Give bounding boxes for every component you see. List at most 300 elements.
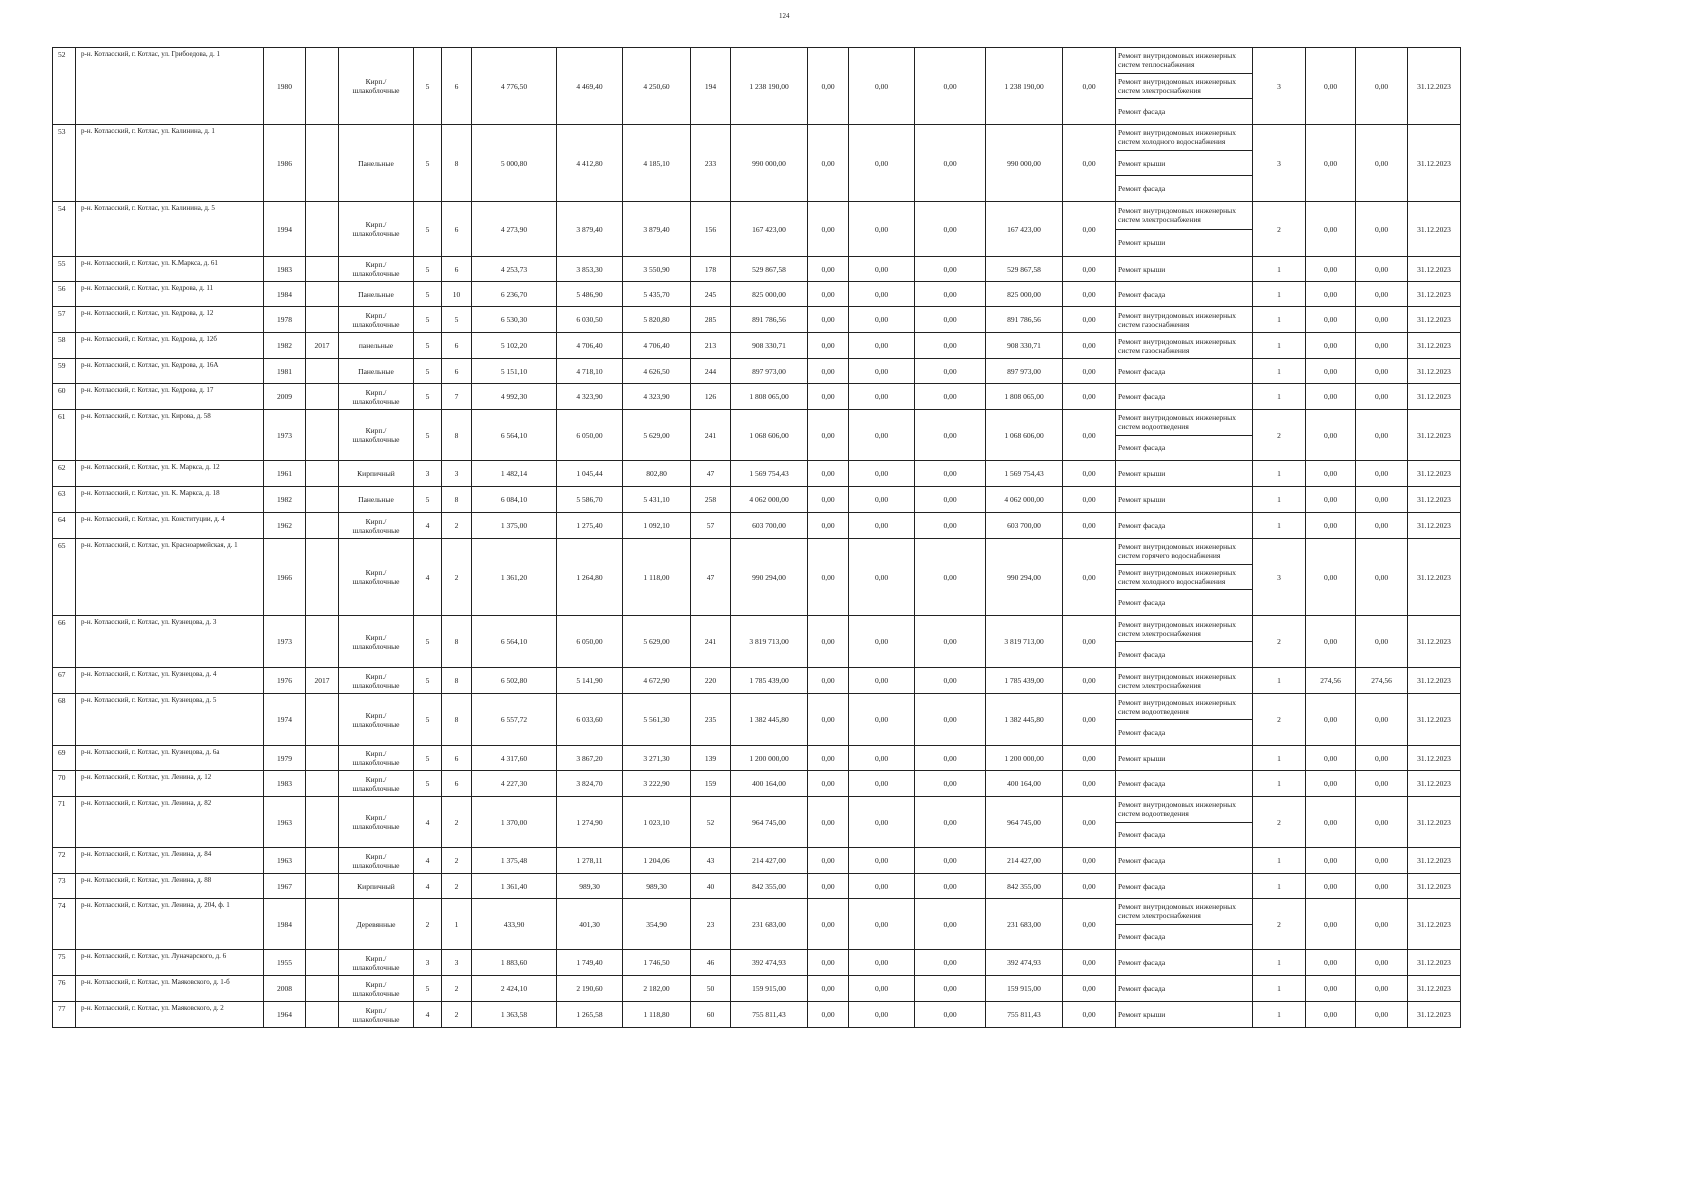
cost-fund-cell: 0,00: [808, 257, 849, 282]
row-number: 59: [53, 359, 76, 384]
cost-fund-cell: 0,00: [808, 384, 849, 410]
address-cell: р-н. Котласский, г. Котлас, ул. Кузнецова, д. 3: [76, 616, 264, 668]
works-count-cell: 2: [1253, 899, 1306, 950]
wall-material-cell: Кирп./шлакоблочные: [339, 539, 414, 616]
cost-local-cell: 0,00: [915, 874, 986, 899]
work-item: Ремонт фасада: [1118, 366, 1166, 376]
cost-local-cell: 0,00: [915, 333, 986, 359]
residential-area-cell: 3 879,40: [623, 202, 691, 257]
table-row: [53, 539, 1461, 616]
entrances-cell: 6: [442, 202, 472, 257]
row-number: 75: [53, 950, 76, 976]
cost-total-cell: 990 294,00: [731, 539, 808, 616]
floors-cell: 5: [414, 202, 442, 257]
cost-local-cell: 0,00: [915, 513, 986, 539]
row-number: 54: [53, 202, 76, 257]
total-area-cell: 1 361,40: [472, 874, 557, 899]
wall-material-cell: Кирп./шлакоблочные: [339, 202, 414, 257]
wall-material-cell: Кирп./шлакоблочные: [339, 848, 414, 874]
cost-owners-cell: 4 062 000,00: [986, 487, 1063, 513]
cost-owners-cell: 964 745,00: [986, 797, 1063, 848]
completion-date-cell: 31.12.2023: [1408, 746, 1461, 771]
works-count-cell: 1: [1253, 513, 1306, 539]
cost-other-cell: 0,00: [1063, 307, 1116, 333]
cost-other-cell: 0,00: [1063, 461, 1116, 487]
cost-other-cell: 0,00: [1063, 976, 1116, 1002]
unit-cost-cell: 0,00: [1306, 410, 1356, 461]
cost-total-cell: 1 200 000,00: [731, 746, 808, 771]
cost-fund-cell: 0,00: [808, 746, 849, 771]
cost-region-cell: 0,00: [849, 487, 915, 513]
unit-cost-limit-cell: 0,00: [1356, 950, 1408, 976]
works-count-cell: 1: [1253, 282, 1306, 307]
works-count-cell: 2: [1253, 694, 1306, 746]
cost-local-cell: 0,00: [915, 848, 986, 874]
premises-area-cell: 6 033,60: [557, 694, 623, 746]
floors-cell: 2: [414, 899, 442, 950]
year-built-cell: 1955: [264, 950, 306, 976]
table-row: [53, 257, 1461, 282]
cost-other-cell: 0,00: [1063, 410, 1116, 461]
cost-fund-cell: 0,00: [808, 202, 849, 257]
premises-area-cell: 3 824,70: [557, 771, 623, 797]
completion-date-cell: 31.12.2023: [1408, 976, 1461, 1002]
unit-cost-limit-cell: 0,00: [1356, 746, 1408, 771]
year-overhaul-cell: [306, 513, 339, 539]
address-cell: р-н. Котласский, г. Котлас, ул. Маяковского, д. 1-б: [76, 976, 264, 1002]
cost-local-cell: 0,00: [915, 282, 986, 307]
cost-owners-cell: 842 355,00: [986, 874, 1063, 899]
cost-other-cell: 0,00: [1063, 950, 1116, 976]
cost-owners-cell: 1 785 439,00: [986, 668, 1063, 694]
table-row: [53, 125, 1461, 202]
premises-area-cell: 1 275,40: [557, 513, 623, 539]
cost-local-cell: 0,00: [915, 410, 986, 461]
unit-cost-limit-cell: 0,00: [1356, 694, 1408, 746]
works-list: [1116, 1002, 1252, 1027]
cost-local-cell: 0,00: [915, 48, 986, 125]
unit-cost-limit-cell: 0,00: [1356, 410, 1408, 461]
row-number: 74: [53, 899, 76, 950]
completion-date-cell: 31.12.2023: [1408, 874, 1461, 899]
year-overhaul-cell: [306, 1002, 339, 1028]
residential-area-cell: 4 323,90: [623, 384, 691, 410]
works-list: [1116, 616, 1252, 667]
cost-total-cell: 1 068 606,00: [731, 410, 808, 461]
cost-region-cell: 0,00: [849, 848, 915, 874]
cost-total-cell: 842 355,00: [731, 874, 808, 899]
row-number: 62: [53, 461, 76, 487]
cost-region-cell: 0,00: [849, 694, 915, 746]
cost-region-cell: 0,00: [849, 1002, 915, 1028]
residents-cell: 241: [691, 410, 731, 461]
cost-fund-cell: 0,00: [808, 1002, 849, 1028]
cost-total-cell: 755 811,43: [731, 1002, 808, 1028]
address-cell: р-н. Котласский, г. Котлас, ул. Ленина, д. 12: [76, 771, 264, 797]
premises-area-cell: 2 190,60: [557, 976, 623, 1002]
work-item: Ремонт внутридомовых инженерных систем водоотведения: [1116, 694, 1252, 720]
residential-area-cell: 4 626,50: [623, 359, 691, 384]
cost-total-cell: 4 062 000,00: [731, 487, 808, 513]
works-cell: [1116, 694, 1253, 746]
works-cell: [1116, 771, 1253, 797]
entrances-cell: 2: [442, 976, 472, 1002]
total-area-cell: 5 151,10: [472, 359, 557, 384]
wall-material-cell: Кирп./шлакоблочные: [339, 668, 414, 694]
total-area-cell: 1 361,20: [472, 539, 557, 616]
table-row: [53, 461, 1461, 487]
works-list: [1116, 257, 1252, 281]
cost-owners-cell: 231 683,00: [986, 899, 1063, 950]
wall-material-cell: панельные: [339, 333, 414, 359]
cost-local-cell: 0,00: [915, 359, 986, 384]
residential-area-cell: 3 550,90: [623, 257, 691, 282]
cost-region-cell: 0,00: [849, 616, 915, 668]
address-cell: р-н. Котласский, г. Котлас, ул. Кузнецова, д. 6а: [76, 746, 264, 771]
works-cell: [1116, 257, 1253, 282]
cost-owners-cell: 529 867,58: [986, 257, 1063, 282]
floors-cell: 5: [414, 125, 442, 202]
unit-cost-limit-cell: 0,00: [1356, 461, 1408, 487]
cost-total-cell: 964 745,00: [731, 797, 808, 848]
total-area-cell: 1 883,60: [472, 950, 557, 976]
total-area-cell: 2 424,10: [472, 976, 557, 1002]
wall-material-cell: Кирп./шлакоблочные: [339, 257, 414, 282]
residents-cell: 241: [691, 616, 731, 668]
cost-region-cell: 0,00: [849, 48, 915, 125]
year-overhaul-cell: [306, 539, 339, 616]
row-number: 55: [53, 257, 76, 282]
works-count-cell: 2: [1253, 202, 1306, 257]
cost-region-cell: 0,00: [849, 410, 915, 461]
residential-area-cell: 1 092,10: [623, 513, 691, 539]
cost-fund-cell: 0,00: [808, 539, 849, 616]
year-built-cell: 1979: [264, 746, 306, 771]
work-item: Ремонт внутридомовых инженерных систем электроснабжения: [1116, 74, 1252, 100]
cost-region-cell: 0,00: [849, 333, 915, 359]
entrances-cell: 3: [442, 461, 472, 487]
total-area-cell: 6 557,72: [472, 694, 557, 746]
work-item: Ремонт внутридомовых инженерных систем водоотведения: [1116, 410, 1252, 436]
row-number: 53: [53, 125, 76, 202]
entrances-cell: 2: [442, 539, 472, 616]
cost-owners-cell: 400 164,00: [986, 771, 1063, 797]
row-number: 65: [53, 539, 76, 616]
cost-fund-cell: 0,00: [808, 668, 849, 694]
wall-material-cell: Кирп./шлакоблочные: [339, 1002, 414, 1028]
unit-cost-limit-cell: 0,00: [1356, 257, 1408, 282]
works-list: [1116, 282, 1252, 306]
completion-date-cell: 31.12.2023: [1408, 359, 1461, 384]
unit-cost-limit-cell: 0,00: [1356, 797, 1408, 848]
work-item: Ремонт крыши: [1118, 264, 1166, 274]
entrances-cell: 2: [442, 848, 472, 874]
completion-date-cell: 31.12.2023: [1408, 125, 1461, 202]
floors-cell: 5: [414, 307, 442, 333]
cost-fund-cell: 0,00: [808, 410, 849, 461]
residential-area-cell: 5 629,00: [623, 410, 691, 461]
cost-region-cell: 0,00: [849, 771, 915, 797]
cost-other-cell: 0,00: [1063, 899, 1116, 950]
row-number: 57: [53, 307, 76, 333]
completion-date-cell: 31.12.2023: [1408, 202, 1461, 257]
unit-cost-cell: 0,00: [1306, 307, 1356, 333]
address-cell: р-н. Котласский, г. Котлас, ул. Маяковского, д. 2: [76, 1002, 264, 1028]
cost-local-cell: 0,00: [915, 771, 986, 797]
works-cell: [1116, 48, 1253, 125]
row-number: 58: [53, 333, 76, 359]
work-item: Ремонт фасада: [1118, 984, 1166, 993]
cost-region-cell: 0,00: [849, 797, 915, 848]
table-row: [53, 410, 1461, 461]
works-count-cell: 1: [1253, 307, 1306, 333]
unit-cost-limit-cell: 0,00: [1356, 513, 1408, 539]
unit-cost-cell: 0,00: [1306, 694, 1356, 746]
unit-cost-limit-cell: 0,00: [1356, 384, 1408, 410]
floors-cell: 4: [414, 1002, 442, 1028]
year-built-cell: 1973: [264, 410, 306, 461]
floors-cell: 5: [414, 616, 442, 668]
unit-cost-cell: 0,00: [1306, 616, 1356, 668]
wall-material-cell: Кирп./шлакоблочные: [339, 797, 414, 848]
completion-date-cell: 31.12.2023: [1408, 487, 1461, 513]
residential-area-cell: 4 706,40: [623, 333, 691, 359]
work-item: Ремонт внутридомовых инженерных систем холодного водоснабжения: [1116, 565, 1252, 591]
works-cell: [1116, 1002, 1253, 1028]
cost-fund-cell: 0,00: [808, 125, 849, 202]
total-area-cell: 4 776,50: [472, 48, 557, 125]
unit-cost-cell: 0,00: [1306, 848, 1356, 874]
cost-region-cell: 0,00: [849, 359, 915, 384]
floors-cell: 5: [414, 771, 442, 797]
unit-cost-limit-cell: 0,00: [1356, 282, 1408, 307]
cost-other-cell: 0,00: [1063, 539, 1116, 616]
unit-cost-cell: 0,00: [1306, 746, 1356, 771]
works-cell: [1116, 202, 1253, 257]
works-list: [1116, 487, 1252, 512]
works-cell: [1116, 410, 1253, 461]
premises-area-cell: 1 278,11: [557, 848, 623, 874]
address-cell: р-н. Котласский, г. Котлас, ул. К. Маркса, д. 12: [76, 461, 264, 487]
cost-local-cell: 0,00: [915, 950, 986, 976]
cost-fund-cell: 0,00: [808, 874, 849, 899]
unit-cost-limit-cell: 0,00: [1356, 874, 1408, 899]
unit-cost-cell: 0,00: [1306, 359, 1356, 384]
works-count-cell: 3: [1253, 539, 1306, 616]
work-item: Ремонт фасада: [1118, 107, 1166, 117]
residents-cell: 40: [691, 874, 731, 899]
row-number: 73: [53, 874, 76, 899]
address-cell: р-н. Котласский, г. Котлас, ул. Кедрова, д. 17: [76, 384, 264, 410]
works-list: [1116, 874, 1252, 898]
table-row: [53, 616, 1461, 668]
cost-other-cell: 0,00: [1063, 746, 1116, 771]
cost-other-cell: 0,00: [1063, 359, 1116, 384]
floors-cell: 5: [414, 359, 442, 384]
cost-owners-cell: 167 423,00: [986, 202, 1063, 257]
residents-cell: 159: [691, 771, 731, 797]
table-row: [53, 797, 1461, 848]
address-cell: р-н. Котласский, г. Котлас, ул. К.Маркса, д. 61: [76, 257, 264, 282]
cost-local-cell: 0,00: [915, 202, 986, 257]
completion-date-cell: 31.12.2023: [1408, 257, 1461, 282]
entrances-cell: 7: [442, 384, 472, 410]
address-cell: р-н. Котласский, г. Котлас, ул. Кедрова, д. 11: [76, 282, 264, 307]
table-row: [53, 307, 1461, 333]
cost-total-cell: 1 569 754,43: [731, 461, 808, 487]
year-overhaul-cell: [306, 976, 339, 1002]
premises-area-cell: 1 264,80: [557, 539, 623, 616]
works-cell: [1116, 874, 1253, 899]
works-list: [1116, 539, 1252, 615]
works-count-cell: 2: [1253, 616, 1306, 668]
work-item: Ремонт крыши: [1118, 1010, 1166, 1019]
premises-area-cell: 6 050,00: [557, 616, 623, 668]
cost-fund-cell: 0,00: [808, 797, 849, 848]
table-row: [53, 771, 1461, 797]
works-cell: [1116, 976, 1253, 1002]
cost-local-cell: 0,00: [915, 899, 986, 950]
residents-cell: 23: [691, 899, 731, 950]
unit-cost-cell: 0,00: [1306, 539, 1356, 616]
table-row: [53, 976, 1461, 1002]
cost-total-cell: 891 786,56: [731, 307, 808, 333]
year-built-cell: 1963: [264, 797, 306, 848]
completion-date-cell: 31.12.2023: [1408, 513, 1461, 539]
address-cell: р-н. Котласский, г. Котлас, ул. Кузнецова, д. 4: [76, 668, 264, 694]
work-item: Ремонт внутридомовых инженерных систем горячего водоснабжения: [1116, 539, 1252, 565]
total-area-cell: 5 000,80: [472, 125, 557, 202]
works-cell: [1116, 797, 1253, 848]
cost-region-cell: 0,00: [849, 202, 915, 257]
floors-cell: 4: [414, 797, 442, 848]
premises-area-cell: 5 586,70: [557, 487, 623, 513]
address-cell: р-н. Котласский, г. Котлас, ул. Калинина, д. 1: [76, 125, 264, 202]
work-item: Ремонт фасада: [1118, 598, 1166, 608]
floors-cell: 5: [414, 257, 442, 282]
completion-date-cell: 31.12.2023: [1408, 797, 1461, 848]
row-number: 61: [53, 410, 76, 461]
cost-owners-cell: 1 808 065,00: [986, 384, 1063, 410]
premises-area-cell: 5 141,90: [557, 668, 623, 694]
total-area-cell: 6 530,30: [472, 307, 557, 333]
works-list: [1116, 797, 1252, 847]
works-cell: [1116, 461, 1253, 487]
cost-other-cell: 0,00: [1063, 771, 1116, 797]
residents-cell: 60: [691, 1002, 731, 1028]
table-row: [53, 694, 1461, 746]
residents-cell: 245: [691, 282, 731, 307]
completion-date-cell: 31.12.2023: [1408, 282, 1461, 307]
works-list: [1116, 771, 1252, 796]
table-row: [53, 874, 1461, 899]
residents-cell: 43: [691, 848, 731, 874]
cost-other-cell: 0,00: [1063, 257, 1116, 282]
table-row: [53, 359, 1461, 384]
residential-area-cell: 4 185,10: [623, 125, 691, 202]
unit-cost-cell: 0,00: [1306, 1002, 1356, 1028]
total-area-cell: 1 370,00: [472, 797, 557, 848]
works-cell: [1116, 359, 1253, 384]
completion-date-cell: 31.12.2023: [1408, 307, 1461, 333]
premises-area-cell: 4 706,40: [557, 333, 623, 359]
entrances-cell: 6: [442, 771, 472, 797]
residents-cell: 46: [691, 950, 731, 976]
unit-cost-limit-cell: 0,00: [1356, 539, 1408, 616]
year-built-cell: 1964: [264, 1002, 306, 1028]
cost-other-cell: 0,00: [1063, 333, 1116, 359]
cost-fund-cell: 0,00: [808, 333, 849, 359]
residential-area-cell: 3 222,90: [623, 771, 691, 797]
page-number: 124: [779, 12, 790, 20]
cost-total-cell: 908 330,71: [731, 333, 808, 359]
year-built-cell: 1986: [264, 125, 306, 202]
premises-area-cell: 6 030,50: [557, 307, 623, 333]
unit-cost-limit-cell: 274,56: [1356, 668, 1408, 694]
floors-cell: 4: [414, 539, 442, 616]
works-count-cell: 1: [1253, 746, 1306, 771]
works-count-cell: 1: [1253, 848, 1306, 874]
wall-material-cell: Кирп./шлакоблочные: [339, 694, 414, 746]
cost-region-cell: 0,00: [849, 384, 915, 410]
address-cell: р-н. Котласский, г. Котлас, ул. Кузнецова, д. 5: [76, 694, 264, 746]
cost-total-cell: 167 423,00: [731, 202, 808, 257]
floors-cell: 3: [414, 461, 442, 487]
total-area-cell: 1 375,00: [472, 513, 557, 539]
work-item: Ремонт фасада: [1118, 932, 1166, 942]
cost-other-cell: 0,00: [1063, 1002, 1116, 1028]
entrances-cell: 8: [442, 668, 472, 694]
wall-material-cell: Кирпичный: [339, 874, 414, 899]
floors-cell: 5: [414, 410, 442, 461]
unit-cost-cell: 0,00: [1306, 202, 1356, 257]
work-item: Ремонт фасада: [1118, 289, 1166, 299]
residential-area-cell: 354,90: [623, 899, 691, 950]
table-row: [53, 513, 1461, 539]
unit-cost-limit-cell: 0,00: [1356, 1002, 1408, 1028]
register-table: [52, 47, 1461, 1028]
cost-region-cell: 0,00: [849, 899, 915, 950]
floors-cell: 3: [414, 950, 442, 976]
work-item: Ремонт фасада: [1118, 184, 1166, 194]
row-number: 68: [53, 694, 76, 746]
total-area-cell: 1 482,14: [472, 461, 557, 487]
unit-cost-limit-cell: 0,00: [1356, 899, 1408, 950]
entrances-cell: 3: [442, 950, 472, 976]
floors-cell: 5: [414, 694, 442, 746]
table-row: [53, 282, 1461, 307]
cost-fund-cell: 0,00: [808, 461, 849, 487]
cost-other-cell: 0,00: [1063, 616, 1116, 668]
work-item: Ремонт крыши: [1118, 238, 1166, 248]
residents-cell: 52: [691, 797, 731, 848]
cost-local-cell: 0,00: [915, 125, 986, 202]
premises-area-cell: 1 749,40: [557, 950, 623, 976]
floors-cell: 5: [414, 333, 442, 359]
year-overhaul-cell: [306, 359, 339, 384]
cost-fund-cell: 0,00: [808, 359, 849, 384]
row-number: 67: [53, 668, 76, 694]
floors-cell: 5: [414, 282, 442, 307]
cost-region-cell: 0,00: [849, 950, 915, 976]
cost-local-cell: 0,00: [915, 461, 986, 487]
completion-date-cell: 31.12.2023: [1408, 384, 1461, 410]
works-count-cell: 1: [1253, 976, 1306, 1002]
residents-cell: 57: [691, 513, 731, 539]
premises-area-cell: 401,30: [557, 899, 623, 950]
completion-date-cell: 31.12.2023: [1408, 848, 1461, 874]
cost-local-cell: 0,00: [915, 1002, 986, 1028]
